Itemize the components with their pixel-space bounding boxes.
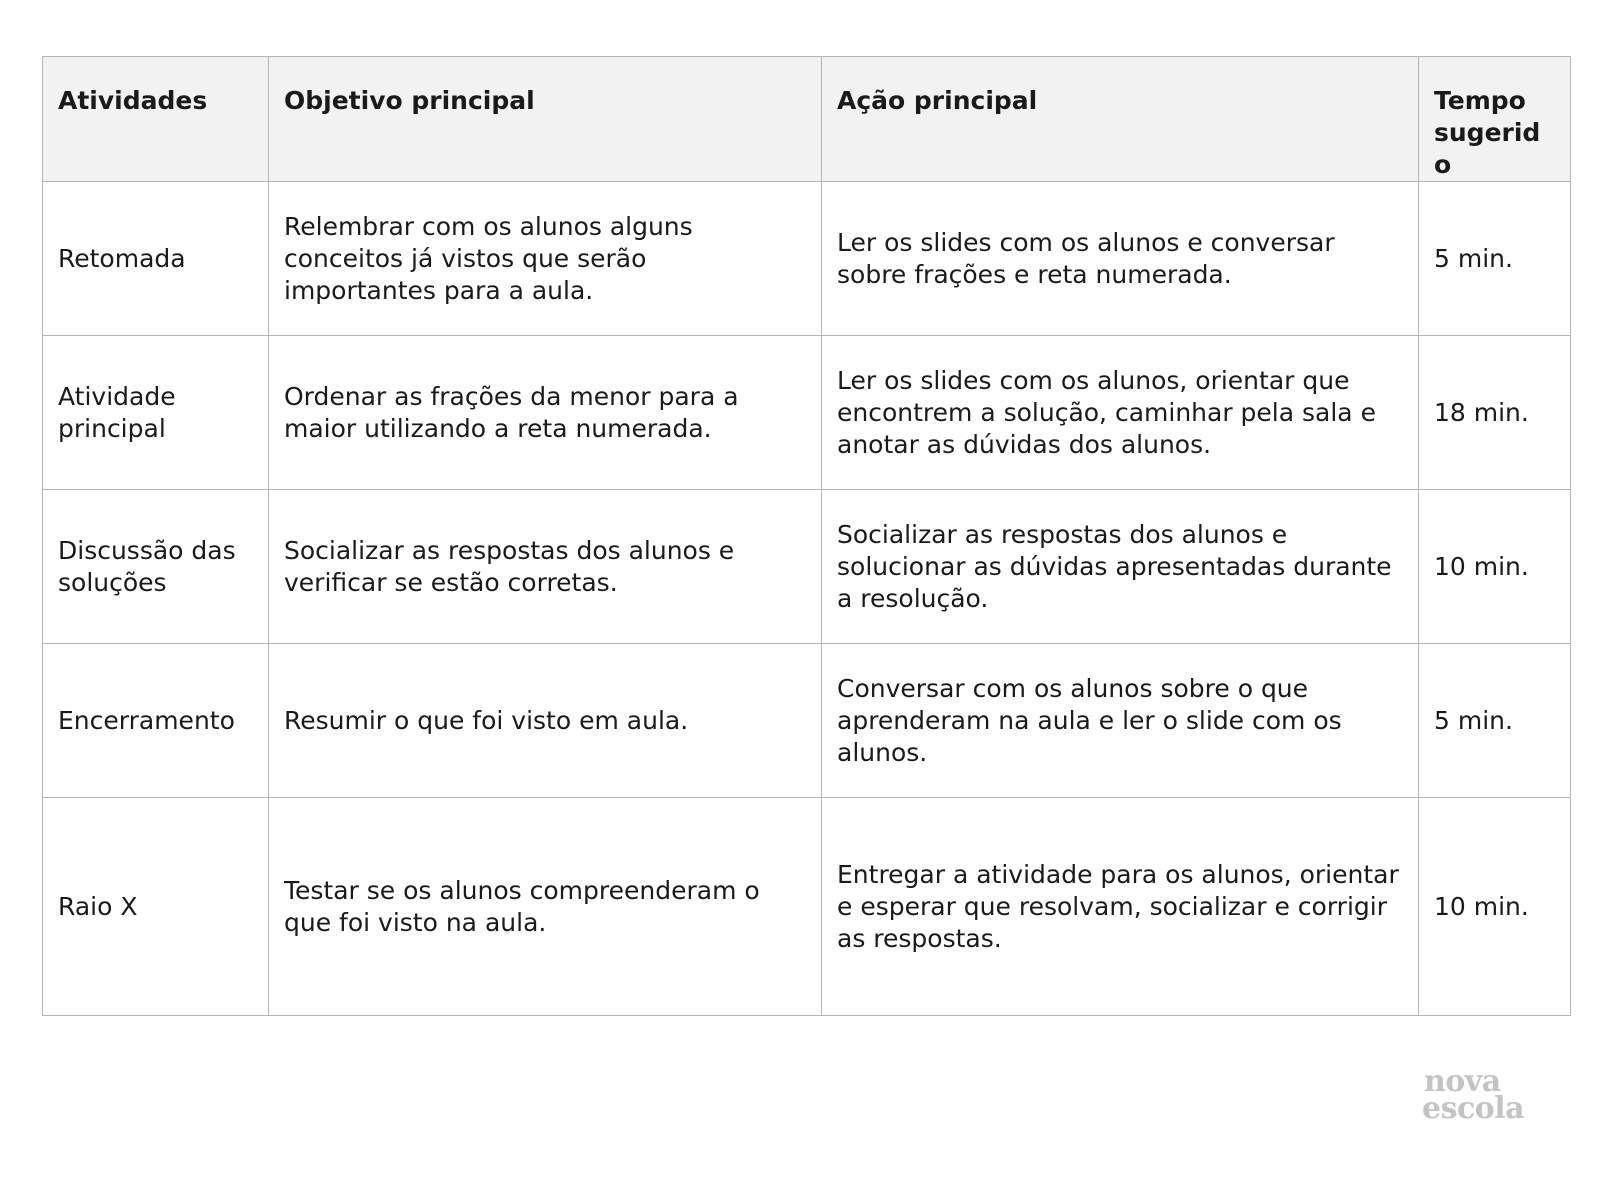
- cell-atividade: Atividade principal: [43, 336, 269, 490]
- table-row: [43, 798, 1571, 1016]
- cell-tempo: 5 min.: [1419, 182, 1571, 336]
- logo-line-1: nova: [1424, 1064, 1501, 1099]
- lesson-plan-table: [42, 56, 1571, 1016]
- cell-tempo: 18 min.: [1419, 336, 1571, 490]
- cell-objetivo: Relembrar com os alunos alguns conceitos já vistos que serão importantes para a aula.: [269, 182, 822, 336]
- cell-objetivo: Ordenar as frações da menor para a maior utilizando a reta numerada.: [269, 336, 822, 490]
- table-header: [43, 57, 1571, 182]
- cell-atividade: Discussão das soluções: [43, 490, 269, 644]
- cell-tempo: 10 min.: [1419, 798, 1571, 1016]
- cell-tempo: 5 min.: [1419, 644, 1571, 798]
- logo-line-2: escola: [1422, 1091, 1525, 1126]
- cell-atividade: Raio X: [43, 798, 269, 1016]
- cell-atividade: Encerramento: [43, 644, 269, 798]
- cell-acao: Ler os slides com os alunos, orientar que encontrem a solução, caminhar pela sala e anotar as dúvidas dos alunos.: [822, 336, 1419, 490]
- cell-acao: Entregar a atividade para os alunos, orientar e esperar que resolvam, socializar e corrigir as respostas.: [822, 798, 1419, 1016]
- cell-acao: Ler os slides com os alunos e conversar sobre frações e reta numerada.: [822, 182, 1419, 336]
- cell-objetivo: Socializar as respostas dos alunos e verificar se estão corretas.: [269, 490, 822, 644]
- header-tempo: Tempo sugerido: [1419, 57, 1571, 182]
- header-atividades: Atividades: [43, 57, 269, 182]
- cell-tempo: 10 min.: [1419, 490, 1571, 644]
- cell-atividade: Retomada: [43, 182, 269, 336]
- nova-escola-logo: [1422, 1064, 1542, 1126]
- header-objetivo: Objetivo principal: [269, 57, 822, 182]
- table-body: [43, 182, 1571, 1016]
- table-row: [43, 182, 1571, 336]
- header-acao: Ação principal: [822, 57, 1419, 182]
- cell-acao: Socializar as respostas dos alunos e solucionar as dúvidas apresentadas durante a resolução.: [822, 490, 1419, 644]
- cell-objetivo: Resumir o que foi visto em aula.: [269, 644, 822, 798]
- cell-acao: Conversar com os alunos sobre o que aprenderam na aula e ler o slide com os alunos.: [822, 644, 1419, 798]
- cell-objetivo: Testar se os alunos compreenderam o que foi visto na aula.: [269, 798, 822, 1016]
- table-row: [43, 490, 1571, 644]
- table-row: [43, 644, 1571, 798]
- table-row: [43, 336, 1571, 490]
- header-row: [43, 57, 1571, 182]
